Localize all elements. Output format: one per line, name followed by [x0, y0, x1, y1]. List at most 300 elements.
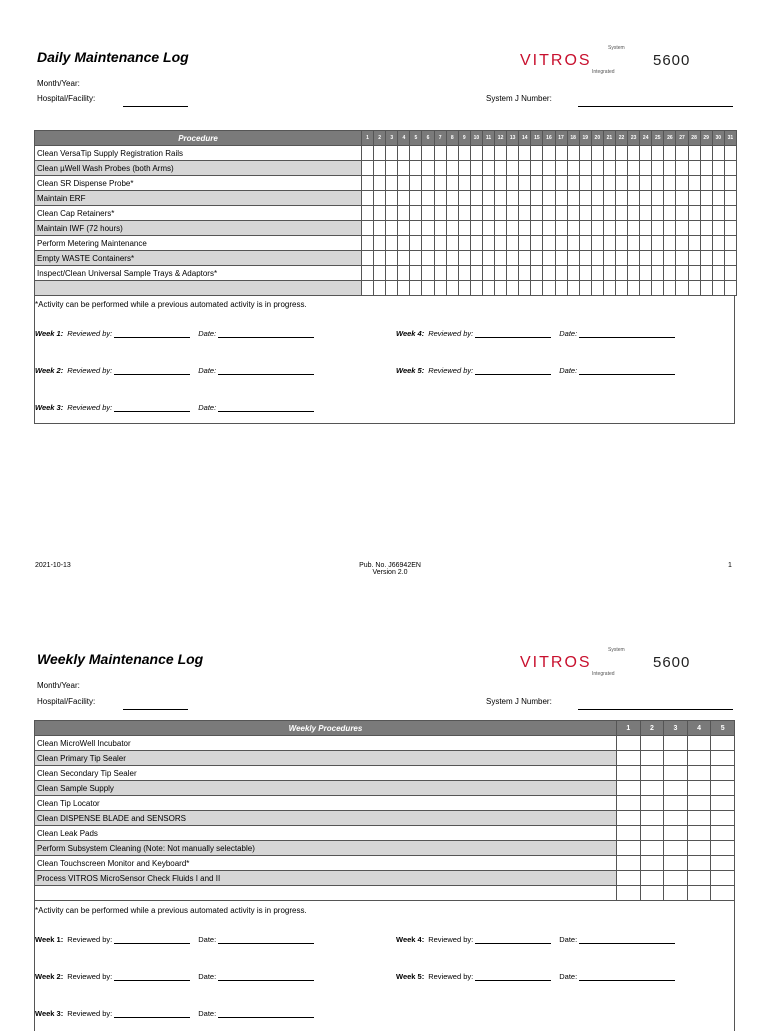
- checkoff-cell[interactable]: [615, 191, 627, 206]
- checkoff-cell[interactable]: [470, 221, 482, 236]
- checkoff-cell[interactable]: [652, 236, 664, 251]
- checkoff-cell[interactable]: [676, 236, 688, 251]
- checkoff-cell[interactable]: [410, 146, 422, 161]
- checkoff-cell[interactable]: [567, 176, 579, 191]
- checkoff-cell[interactable]: [362, 236, 374, 251]
- checkoff-cell[interactable]: [640, 781, 664, 796]
- checkoff-cell[interactable]: [652, 161, 664, 176]
- checkoff-cell[interactable]: [398, 266, 410, 281]
- checkoff-cell[interactable]: [579, 206, 591, 221]
- checkoff-cell[interactable]: [555, 191, 567, 206]
- checkoff-cell[interactable]: [531, 266, 543, 281]
- checkoff-cell[interactable]: [543, 221, 555, 236]
- checkoff-cell[interactable]: [579, 176, 591, 191]
- checkoff-cell[interactable]: [458, 236, 470, 251]
- checkoff-cell[interactable]: [615, 251, 627, 266]
- checkoff-cell[interactable]: [519, 236, 531, 251]
- checkoff-cell[interactable]: [640, 191, 652, 206]
- checkoff-cell[interactable]: [398, 206, 410, 221]
- checkoff-cell[interactable]: [434, 251, 446, 266]
- checkoff-cell[interactable]: [700, 236, 712, 251]
- checkoff-cell[interactable]: [664, 236, 676, 251]
- checkoff-cell[interactable]: [482, 266, 494, 281]
- reviewed-by-field[interactable]: [475, 328, 551, 338]
- checkoff-cell[interactable]: [711, 736, 735, 751]
- checkoff-cell[interactable]: [519, 221, 531, 236]
- checkoff-cell[interactable]: [712, 176, 724, 191]
- checkoff-cell[interactable]: [531, 236, 543, 251]
- checkoff-cell[interactable]: [688, 191, 700, 206]
- checkoff-cell[interactable]: [507, 191, 519, 206]
- checkoff-cell[interactable]: [579, 236, 591, 251]
- checkoff-cell[interactable]: [482, 161, 494, 176]
- checkoff-cell[interactable]: [398, 221, 410, 236]
- checkoff-cell[interactable]: [640, 766, 664, 781]
- checkoff-cell[interactable]: [567, 191, 579, 206]
- date-field[interactable]: [218, 365, 314, 375]
- checkoff-cell[interactable]: [410, 221, 422, 236]
- checkoff-cell[interactable]: [543, 161, 555, 176]
- checkoff-cell[interactable]: [422, 251, 434, 266]
- checkoff-cell[interactable]: [628, 146, 640, 161]
- checkoff-cell[interactable]: [676, 146, 688, 161]
- checkoff-cell[interactable]: [724, 221, 736, 236]
- checkoff-cell[interactable]: [519, 251, 531, 266]
- date-field[interactable]: [579, 328, 675, 338]
- checkoff-cell[interactable]: [579, 251, 591, 266]
- checkoff-cell[interactable]: [531, 251, 543, 266]
- checkoff-cell[interactable]: [507, 176, 519, 191]
- checkoff-cell[interactable]: [687, 751, 711, 766]
- checkoff-cell[interactable]: [458, 206, 470, 221]
- checkoff-cell[interactable]: [507, 146, 519, 161]
- checkoff-cell[interactable]: [543, 281, 555, 296]
- checkoff-cell[interactable]: [700, 266, 712, 281]
- checkoff-cell[interactable]: [628, 236, 640, 251]
- checkoff-cell[interactable]: [700, 146, 712, 161]
- checkoff-cell[interactable]: [458, 191, 470, 206]
- checkoff-cell[interactable]: [458, 161, 470, 176]
- checkoff-cell[interactable]: [579, 191, 591, 206]
- checkoff-cell[interactable]: [652, 221, 664, 236]
- checkoff-cell[interactable]: [640, 826, 664, 841]
- checkoff-cell[interactable]: [617, 766, 641, 781]
- checkoff-cell[interactable]: [470, 146, 482, 161]
- checkoff-cell[interactable]: [603, 176, 615, 191]
- checkoff-cell[interactable]: [603, 206, 615, 221]
- checkoff-cell[interactable]: [434, 191, 446, 206]
- daily-system-field[interactable]: [578, 95, 733, 107]
- checkoff-cell[interactable]: [711, 826, 735, 841]
- checkoff-cell[interactable]: [603, 146, 615, 161]
- checkoff-cell[interactable]: [628, 221, 640, 236]
- checkoff-cell[interactable]: [687, 826, 711, 841]
- checkoff-cell[interactable]: [458, 281, 470, 296]
- checkoff-cell[interactable]: [603, 191, 615, 206]
- checkoff-cell[interactable]: [555, 281, 567, 296]
- checkoff-cell[interactable]: [724, 176, 736, 191]
- checkoff-cell[interactable]: [458, 146, 470, 161]
- reviewed-by-field[interactable]: [475, 365, 551, 375]
- checkoff-cell[interactable]: [664, 736, 688, 751]
- checkoff-cell[interactable]: [640, 266, 652, 281]
- checkoff-cell[interactable]: [495, 251, 507, 266]
- checkoff-cell[interactable]: [628, 161, 640, 176]
- checkoff-cell[interactable]: [434, 206, 446, 221]
- reviewed-by-field[interactable]: [114, 1008, 190, 1018]
- checkoff-cell[interactable]: [579, 161, 591, 176]
- checkoff-cell[interactable]: [724, 266, 736, 281]
- checkoff-cell[interactable]: [543, 251, 555, 266]
- checkoff-cell[interactable]: [676, 221, 688, 236]
- checkoff-cell[interactable]: [711, 781, 735, 796]
- checkoff-cell[interactable]: [711, 871, 735, 886]
- checkoff-cell[interactable]: [688, 251, 700, 266]
- checkoff-cell[interactable]: [434, 146, 446, 161]
- checkoff-cell[interactable]: [567, 236, 579, 251]
- checkoff-cell[interactable]: [470, 191, 482, 206]
- checkoff-cell[interactable]: [640, 796, 664, 811]
- checkoff-cell[interactable]: [555, 146, 567, 161]
- checkoff-cell[interactable]: [567, 206, 579, 221]
- checkoff-cell[interactable]: [724, 281, 736, 296]
- checkoff-cell[interactable]: [446, 236, 458, 251]
- checkoff-cell[interactable]: [362, 206, 374, 221]
- checkoff-cell[interactable]: [434, 161, 446, 176]
- checkoff-cell[interactable]: [519, 161, 531, 176]
- date-field[interactable]: [218, 328, 314, 338]
- checkoff-cell[interactable]: [386, 206, 398, 221]
- checkoff-cell[interactable]: [664, 856, 688, 871]
- checkoff-cell[interactable]: [482, 221, 494, 236]
- checkoff-cell[interactable]: [700, 176, 712, 191]
- checkoff-cell[interactable]: [617, 886, 641, 901]
- checkoff-cell[interactable]: [374, 161, 386, 176]
- checkoff-cell[interactable]: [711, 856, 735, 871]
- checkoff-cell[interactable]: [495, 281, 507, 296]
- checkoff-cell[interactable]: [410, 206, 422, 221]
- checkoff-cell[interactable]: [374, 266, 386, 281]
- checkoff-cell[interactable]: [422, 221, 434, 236]
- checkoff-cell[interactable]: [434, 176, 446, 191]
- checkoff-cell[interactable]: [664, 826, 688, 841]
- checkoff-cell[interactable]: [640, 161, 652, 176]
- checkoff-cell[interactable]: [712, 206, 724, 221]
- checkoff-cell[interactable]: [640, 841, 664, 856]
- checkoff-cell[interactable]: [687, 886, 711, 901]
- checkoff-cell[interactable]: [458, 176, 470, 191]
- checkoff-cell[interactable]: [446, 251, 458, 266]
- checkoff-cell[interactable]: [519, 146, 531, 161]
- checkoff-cell[interactable]: [688, 236, 700, 251]
- checkoff-cell[interactable]: [507, 236, 519, 251]
- checkoff-cell[interactable]: [688, 281, 700, 296]
- checkoff-cell[interactable]: [567, 221, 579, 236]
- checkoff-cell[interactable]: [664, 146, 676, 161]
- checkoff-cell[interactable]: [470, 176, 482, 191]
- checkoff-cell[interactable]: [422, 236, 434, 251]
- checkoff-cell[interactable]: [519, 266, 531, 281]
- checkoff-cell[interactable]: [410, 176, 422, 191]
- checkoff-cell[interactable]: [543, 266, 555, 281]
- checkoff-cell[interactable]: [410, 281, 422, 296]
- checkoff-cell[interactable]: [507, 206, 519, 221]
- checkoff-cell[interactable]: [640, 811, 664, 826]
- checkoff-cell[interactable]: [688, 206, 700, 221]
- checkoff-cell[interactable]: [628, 176, 640, 191]
- date-field[interactable]: [218, 1008, 314, 1018]
- checkoff-cell[interactable]: [362, 281, 374, 296]
- checkoff-cell[interactable]: [446, 191, 458, 206]
- checkoff-cell[interactable]: [640, 281, 652, 296]
- checkoff-cell[interactable]: [362, 191, 374, 206]
- checkoff-cell[interactable]: [374, 206, 386, 221]
- checkoff-cell[interactable]: [640, 856, 664, 871]
- checkoff-cell[interactable]: [591, 236, 603, 251]
- checkoff-cell[interactable]: [652, 146, 664, 161]
- checkoff-cell[interactable]: [458, 266, 470, 281]
- checkoff-cell[interactable]: [398, 176, 410, 191]
- weekly-facility-field[interactable]: [123, 698, 188, 710]
- checkoff-cell[interactable]: [615, 161, 627, 176]
- checkoff-cell[interactable]: [687, 841, 711, 856]
- checkoff-cell[interactable]: [362, 161, 374, 176]
- checkoff-cell[interactable]: [374, 176, 386, 191]
- checkoff-cell[interactable]: [386, 281, 398, 296]
- checkoff-cell[interactable]: [374, 146, 386, 161]
- checkoff-cell[interactable]: [555, 161, 567, 176]
- checkoff-cell[interactable]: [724, 191, 736, 206]
- checkoff-cell[interactable]: [688, 161, 700, 176]
- checkoff-cell[interactable]: [543, 191, 555, 206]
- date-field[interactable]: [218, 971, 314, 981]
- checkoff-cell[interactable]: [386, 266, 398, 281]
- checkoff-cell[interactable]: [711, 796, 735, 811]
- checkoff-cell[interactable]: [398, 191, 410, 206]
- checkoff-cell[interactable]: [687, 766, 711, 781]
- checkoff-cell[interactable]: [422, 191, 434, 206]
- checkoff-cell[interactable]: [495, 266, 507, 281]
- reviewed-by-field[interactable]: [114, 934, 190, 944]
- checkoff-cell[interactable]: [617, 856, 641, 871]
- checkoff-cell[interactable]: [664, 841, 688, 856]
- checkoff-cell[interactable]: [386, 146, 398, 161]
- checkoff-cell[interactable]: [628, 266, 640, 281]
- checkoff-cell[interactable]: [712, 146, 724, 161]
- checkoff-cell[interactable]: [676, 206, 688, 221]
- checkoff-cell[interactable]: [688, 176, 700, 191]
- checkoff-cell[interactable]: [591, 206, 603, 221]
- checkoff-cell[interactable]: [555, 206, 567, 221]
- checkoff-cell[interactable]: [495, 236, 507, 251]
- checkoff-cell[interactable]: [664, 796, 688, 811]
- checkoff-cell[interactable]: [470, 281, 482, 296]
- checkoff-cell[interactable]: [640, 736, 664, 751]
- daily-facility-field[interactable]: [123, 95, 188, 107]
- checkoff-cell[interactable]: [687, 871, 711, 886]
- checkoff-cell[interactable]: [531, 221, 543, 236]
- checkoff-cell[interactable]: [398, 251, 410, 266]
- checkoff-cell[interactable]: [711, 751, 735, 766]
- date-field[interactable]: [579, 971, 675, 981]
- checkoff-cell[interactable]: [664, 281, 676, 296]
- checkoff-cell[interactable]: [398, 281, 410, 296]
- checkoff-cell[interactable]: [495, 176, 507, 191]
- checkoff-cell[interactable]: [615, 206, 627, 221]
- checkoff-cell[interactable]: [386, 251, 398, 266]
- checkoff-cell[interactable]: [652, 281, 664, 296]
- checkoff-cell[interactable]: [446, 206, 458, 221]
- checkoff-cell[interactable]: [724, 236, 736, 251]
- checkoff-cell[interactable]: [664, 266, 676, 281]
- checkoff-cell[interactable]: [687, 856, 711, 871]
- checkoff-cell[interactable]: [446, 221, 458, 236]
- checkoff-cell[interactable]: [362, 251, 374, 266]
- checkoff-cell[interactable]: [676, 161, 688, 176]
- checkoff-cell[interactable]: [676, 251, 688, 266]
- checkoff-cell[interactable]: [676, 266, 688, 281]
- checkoff-cell[interactable]: [567, 146, 579, 161]
- checkoff-cell[interactable]: [615, 221, 627, 236]
- checkoff-cell[interactable]: [555, 251, 567, 266]
- checkoff-cell[interactable]: [591, 176, 603, 191]
- checkoff-cell[interactable]: [567, 266, 579, 281]
- checkoff-cell[interactable]: [591, 221, 603, 236]
- weekly-system-field[interactable]: [578, 698, 733, 710]
- checkoff-cell[interactable]: [446, 266, 458, 281]
- checkoff-cell[interactable]: [712, 251, 724, 266]
- checkoff-cell[interactable]: [664, 206, 676, 221]
- checkoff-cell[interactable]: [567, 281, 579, 296]
- checkoff-cell[interactable]: [724, 251, 736, 266]
- reviewed-by-field[interactable]: [114, 971, 190, 981]
- checkoff-cell[interactable]: [507, 161, 519, 176]
- checkoff-cell[interactable]: [410, 251, 422, 266]
- checkoff-cell[interactable]: [579, 221, 591, 236]
- checkoff-cell[interactable]: [495, 191, 507, 206]
- checkoff-cell[interactable]: [579, 281, 591, 296]
- checkoff-cell[interactable]: [617, 781, 641, 796]
- checkoff-cell[interactable]: [555, 266, 567, 281]
- checkoff-cell[interactable]: [434, 281, 446, 296]
- checkoff-cell[interactable]: [676, 191, 688, 206]
- checkoff-cell[interactable]: [519, 191, 531, 206]
- checkoff-cell[interactable]: [640, 206, 652, 221]
- checkoff-cell[interactable]: [470, 206, 482, 221]
- checkoff-cell[interactable]: [446, 176, 458, 191]
- checkoff-cell[interactable]: [591, 191, 603, 206]
- checkoff-cell[interactable]: [519, 206, 531, 221]
- checkoff-cell[interactable]: [374, 281, 386, 296]
- checkoff-cell[interactable]: [603, 161, 615, 176]
- checkoff-cell[interactable]: [712, 236, 724, 251]
- checkoff-cell[interactable]: [688, 146, 700, 161]
- checkoff-cell[interactable]: [603, 281, 615, 296]
- checkoff-cell[interactable]: [398, 161, 410, 176]
- checkoff-cell[interactable]: [482, 251, 494, 266]
- checkoff-cell[interactable]: [567, 251, 579, 266]
- checkoff-cell[interactable]: [664, 221, 676, 236]
- checkoff-cell[interactable]: [711, 886, 735, 901]
- checkoff-cell[interactable]: [470, 266, 482, 281]
- reviewed-by-field[interactable]: [114, 365, 190, 375]
- checkoff-cell[interactable]: [724, 146, 736, 161]
- checkoff-cell[interactable]: [640, 221, 652, 236]
- checkoff-cell[interactable]: [687, 796, 711, 811]
- date-field[interactable]: [218, 402, 314, 412]
- checkoff-cell[interactable]: [664, 871, 688, 886]
- checkoff-cell[interactable]: [495, 161, 507, 176]
- checkoff-cell[interactable]: [640, 146, 652, 161]
- checkoff-cell[interactable]: [531, 206, 543, 221]
- checkoff-cell[interactable]: [531, 281, 543, 296]
- checkoff-cell[interactable]: [617, 751, 641, 766]
- checkoff-cell[interactable]: [458, 221, 470, 236]
- checkoff-cell[interactable]: [543, 206, 555, 221]
- checkoff-cell[interactable]: [362, 146, 374, 161]
- reviewed-by-field[interactable]: [114, 402, 190, 412]
- checkoff-cell[interactable]: [688, 266, 700, 281]
- checkoff-cell[interactable]: [603, 266, 615, 281]
- checkoff-cell[interactable]: [422, 161, 434, 176]
- checkoff-cell[interactable]: [555, 236, 567, 251]
- checkoff-cell[interactable]: [652, 176, 664, 191]
- checkoff-cell[interactable]: [398, 146, 410, 161]
- checkoff-cell[interactable]: [603, 236, 615, 251]
- checkoff-cell[interactable]: [712, 281, 724, 296]
- checkoff-cell[interactable]: [507, 221, 519, 236]
- checkoff-cell[interactable]: [519, 281, 531, 296]
- checkoff-cell[interactable]: [579, 266, 591, 281]
- checkoff-cell[interactable]: [664, 811, 688, 826]
- checkoff-cell[interactable]: [482, 236, 494, 251]
- checkoff-cell[interactable]: [640, 751, 664, 766]
- checkoff-cell[interactable]: [531, 176, 543, 191]
- checkoff-cell[interactable]: [422, 206, 434, 221]
- checkoff-cell[interactable]: [458, 251, 470, 266]
- checkoff-cell[interactable]: [482, 191, 494, 206]
- checkoff-cell[interactable]: [386, 236, 398, 251]
- checkoff-cell[interactable]: [700, 206, 712, 221]
- checkoff-cell[interactable]: [555, 221, 567, 236]
- checkoff-cell[interactable]: [664, 191, 676, 206]
- checkoff-cell[interactable]: [410, 161, 422, 176]
- checkoff-cell[interactable]: [531, 146, 543, 161]
- checkoff-cell[interactable]: [688, 221, 700, 236]
- checkoff-cell[interactable]: [615, 236, 627, 251]
- checkoff-cell[interactable]: [652, 206, 664, 221]
- checkoff-cell[interactable]: [555, 176, 567, 191]
- date-field[interactable]: [579, 934, 675, 944]
- checkoff-cell[interactable]: [446, 161, 458, 176]
- checkoff-cell[interactable]: [664, 751, 688, 766]
- checkoff-cell[interactable]: [664, 886, 688, 901]
- checkoff-cell[interactable]: [724, 206, 736, 221]
- checkoff-cell[interactable]: [603, 251, 615, 266]
- checkoff-cell[interactable]: [591, 146, 603, 161]
- checkoff-cell[interactable]: [615, 176, 627, 191]
- checkoff-cell[interactable]: [615, 146, 627, 161]
- checkoff-cell[interactable]: [422, 266, 434, 281]
- checkoff-cell[interactable]: [652, 191, 664, 206]
- checkoff-cell[interactable]: [410, 266, 422, 281]
- checkoff-cell[interactable]: [579, 146, 591, 161]
- checkoff-cell[interactable]: [640, 886, 664, 901]
- checkoff-cell[interactable]: [628, 206, 640, 221]
- checkoff-cell[interactable]: [700, 281, 712, 296]
- checkoff-cell[interactable]: [470, 236, 482, 251]
- checkoff-cell[interactable]: [422, 146, 434, 161]
